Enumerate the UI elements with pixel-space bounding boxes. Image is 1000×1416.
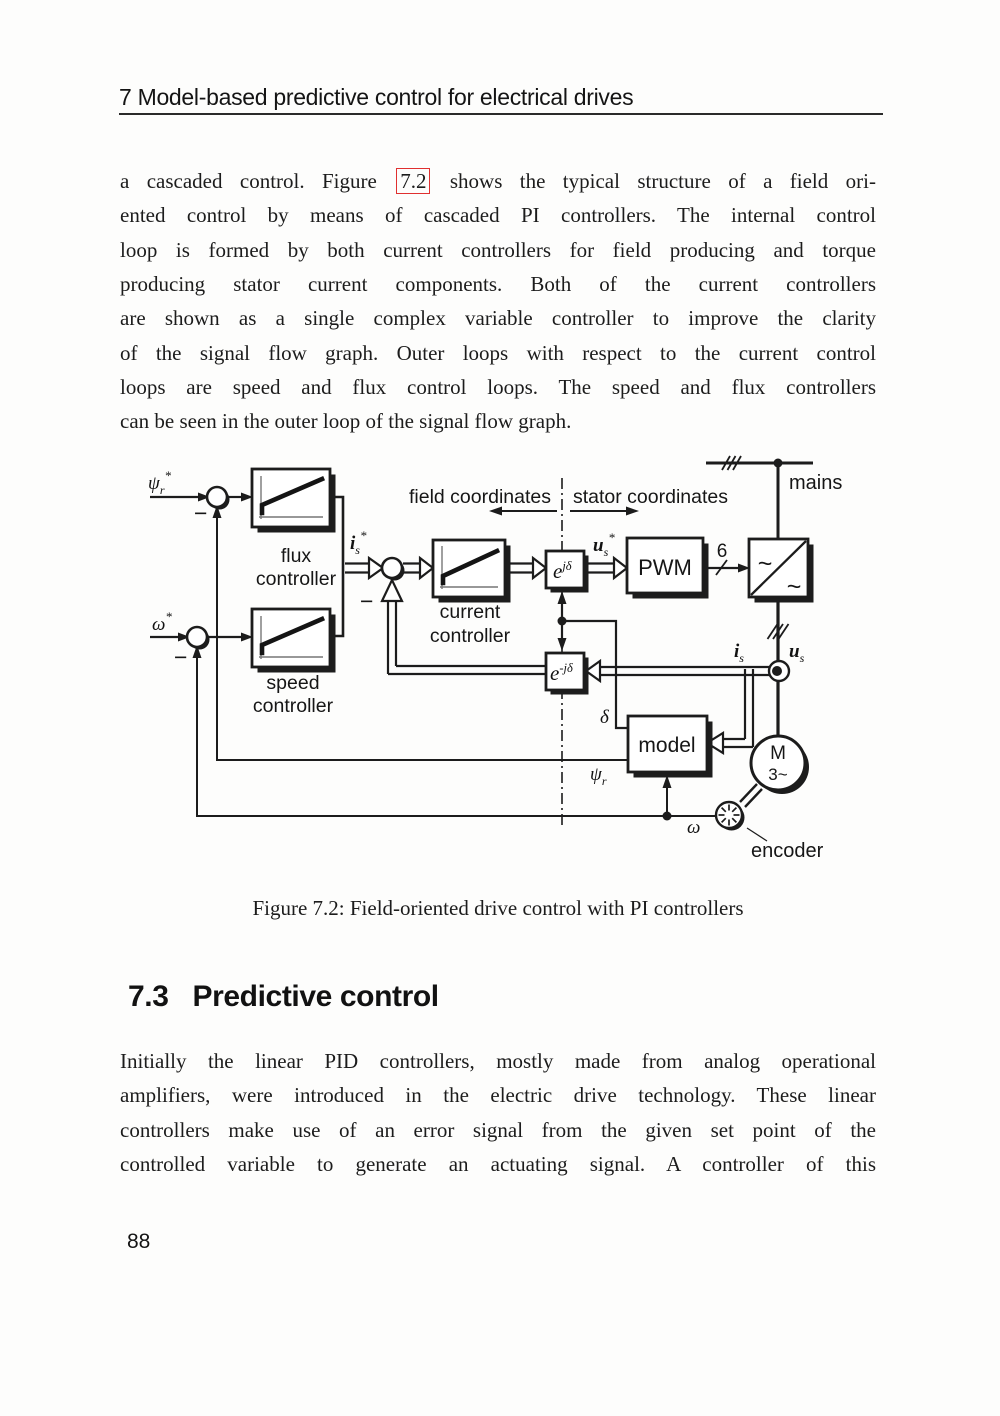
paragraph-line: producing stator current components. Both of the current controllers [120, 272, 876, 297]
model-label: model [638, 734, 696, 757]
stator-current-label: $i_s$ [734, 641, 744, 665]
running-header: 7 Model-based predictive control for electrical drives [119, 84, 634, 110]
paragraph-1 [120, 164, 876, 439]
paragraph-line: can be seen in the outer loop of the signal flow graph. [120, 409, 572, 434]
inverter-block [749, 539, 814, 603]
paragraph-line: ented control by means of cascaded PI controllers. The internal control [120, 203, 876, 228]
speed-reference-label: ω* [152, 609, 172, 635]
controller-to-rotation-arrow [505, 558, 546, 578]
speed-feedback-label: ω [687, 817, 701, 838]
coordinate-labels [409, 486, 728, 516]
figure-7-2 [0, 445, 1000, 875]
e-exponent-sup: -jδ [559, 661, 573, 675]
speed-controller-block [252, 609, 336, 673]
paragraph-line: loop is formed by both current controllers for field producing and torque [120, 237, 876, 262]
measurement-terminal-icon [769, 661, 789, 681]
line-text: shows the typical structure of a field ori- [449, 169, 876, 193]
current-controller-block [433, 540, 511, 603]
minus-sign: − [194, 500, 208, 526]
flux-controller-label: flux [280, 545, 312, 567]
omega-branch-node [663, 812, 672, 821]
rotation-forward-block [546, 551, 589, 593]
measurement-to-model-bus [707, 669, 753, 753]
motor-label: M [770, 743, 786, 764]
flux-controller-label: controller [255, 568, 337, 590]
ac-symbol: ~ [786, 573, 802, 601]
mains-label: mains [789, 472, 843, 494]
paragraph-line: loops are speed and flux control loops. The speed and flux controllers [120, 375, 876, 400]
e-exponent-sup: jδ [562, 559, 572, 573]
current-controller-label: current [439, 601, 501, 623]
current-error-arrow [403, 558, 433, 578]
rotor-flux-label: $\psi_r$ [590, 764, 607, 788]
field-coordinates-label: field coordinates [408, 486, 551, 508]
motor-phase-label: 3~ [768, 765, 788, 784]
e-exponent-label: e [553, 559, 563, 583]
pwm-label: PWM [638, 555, 692, 580]
speed-controller-label: speed [266, 672, 320, 694]
flux-summing-junction [207, 487, 230, 510]
shaft-icon [740, 784, 762, 807]
encoder-icon [716, 802, 745, 831]
ac-symbol: ~ [757, 550, 773, 578]
speed-error-line [207, 633, 253, 642]
minus-sign: − [360, 588, 374, 614]
figure-7-2-diagram [0, 445, 1000, 875]
voltage-reference-arrow [584, 558, 627, 578]
minus-sign: − [174, 644, 188, 670]
header-rule [119, 113, 883, 115]
pwm-block [627, 538, 709, 599]
current-controller-label: controller [429, 625, 511, 647]
flux-reference-label: $\psi_r^*$ [148, 468, 171, 497]
paragraph-2 [120, 1044, 876, 1181]
paragraph-line: controllers make use of an error signal from the given set point of the [120, 1117, 876, 1142]
paragraph-line: Initially the linear PID controllers, mostly made from analog operational [120, 1049, 876, 1073]
stator-voltage-label: $u_s$ [789, 641, 805, 665]
current-reference-label: $i_s^*$ [350, 528, 367, 557]
section-heading [128, 980, 439, 1014]
paragraph-line: amplifiers, were introduced in the electric drive technology. These linear [120, 1083, 876, 1108]
figure-caption: Figure 7.2: Field-oriented drive control with PI controllers [252, 896, 744, 920]
model-block [628, 716, 713, 778]
flux-error-line [227, 493, 253, 502]
rotation-backward-block [546, 653, 589, 695]
stator-coordinates-label: stator coordinates [573, 486, 729, 508]
pwm-to-converter-line [703, 541, 750, 575]
line-text: a cascaded control. Figure [120, 169, 377, 193]
delta-label: δ [600, 707, 609, 728]
paragraph-line: of the signal flow graph. Outer loops with respect to the current control [120, 340, 876, 365]
voltage-reference-label: $u_s^*$ [593, 530, 615, 559]
encoder-label: encoder [751, 840, 824, 862]
figure-ref-link[interactable]: 7.2 [396, 168, 430, 194]
paragraph-line: are shown as a single complex variable controller to improve the clarity [120, 306, 876, 331]
flux-controller-block [252, 469, 336, 533]
section-number: 7.3 [128, 980, 169, 1013]
e-exponent-label: e [550, 661, 560, 685]
speed-controller-label: controller [252, 695, 334, 717]
current-summing-junction [382, 558, 405, 581]
paragraph-line: controlled variable to generate an actuating signal. A controller of this [120, 1152, 876, 1177]
paragraph-line [120, 164, 876, 198]
speed-summing-junction [187, 627, 210, 650]
page-number: 88 [127, 1230, 151, 1253]
motor-icon [751, 736, 809, 794]
current-reference-arrow [345, 558, 383, 578]
wire-count-label: 6 [716, 541, 728, 562]
section-title: Predictive control [192, 980, 439, 1013]
